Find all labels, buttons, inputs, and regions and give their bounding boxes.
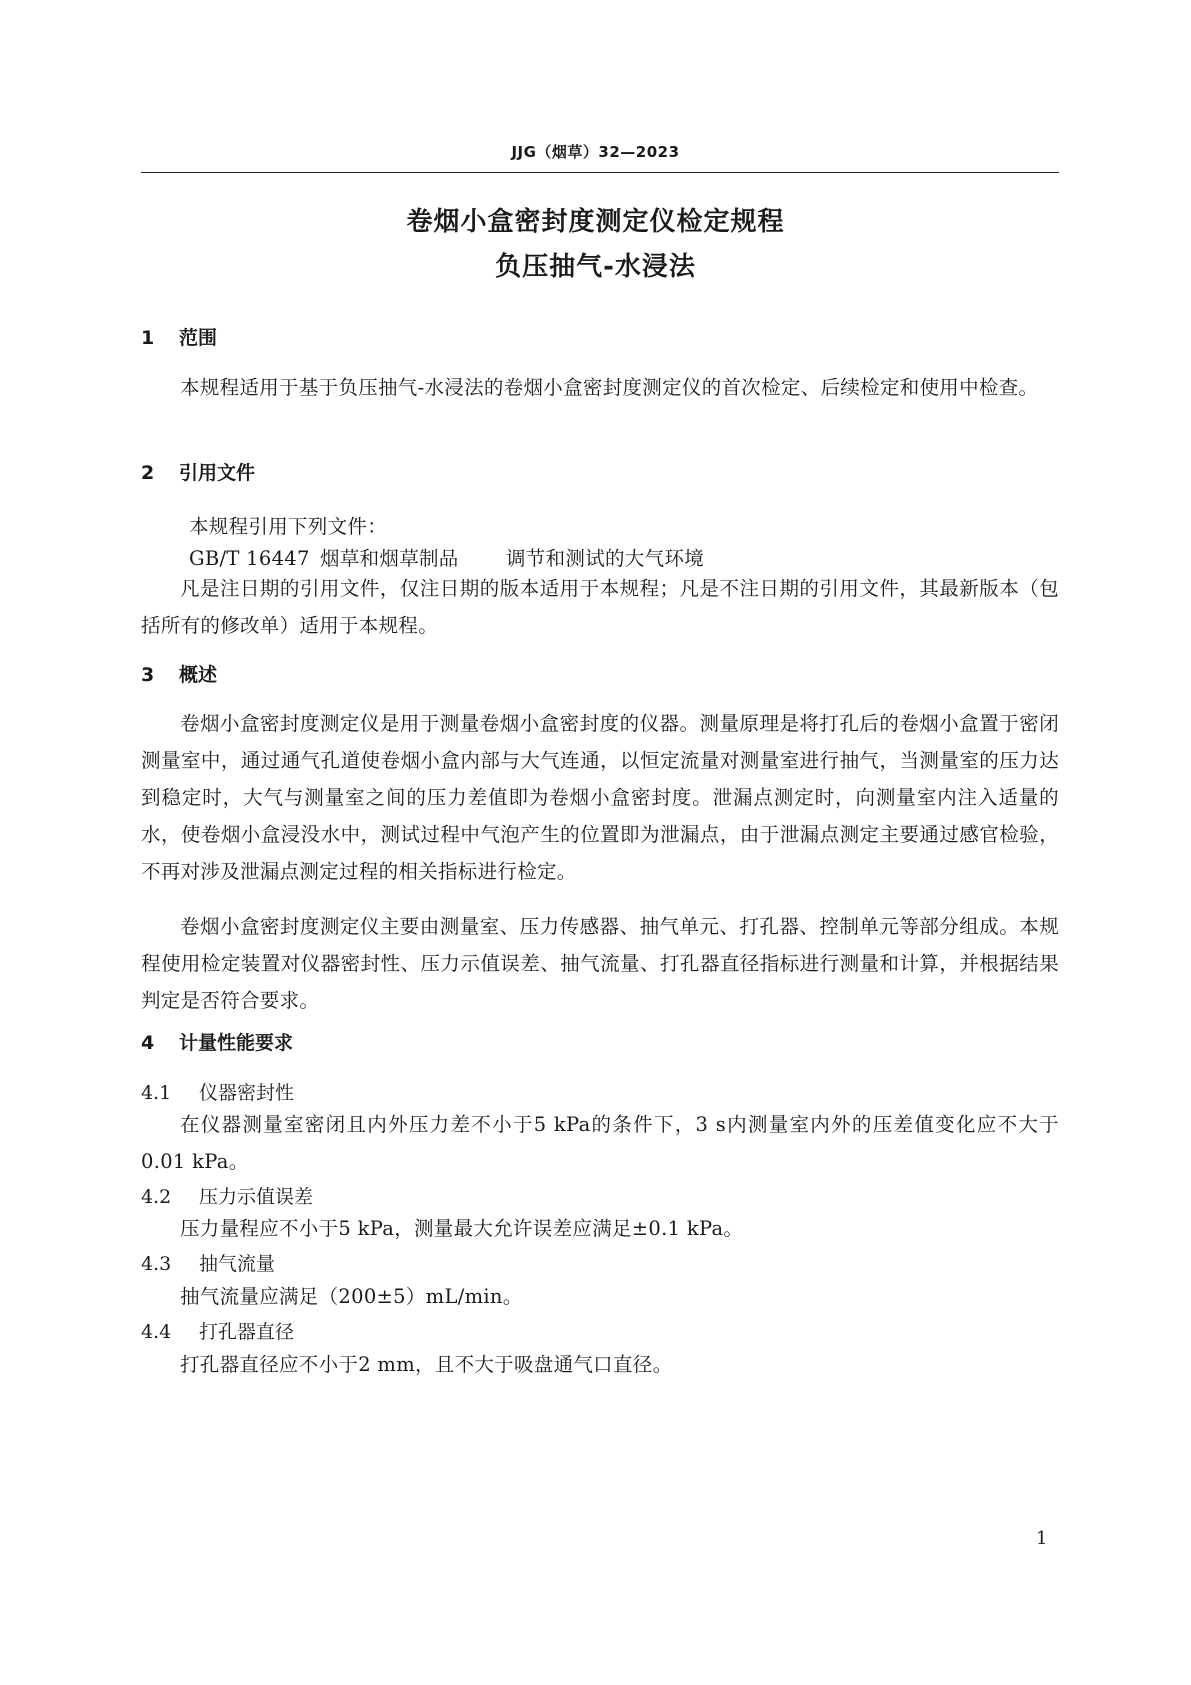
subsection-4-1-heading (141, 1078, 294, 1105)
subsection-number: 4.1 (141, 1082, 172, 1104)
subsection-4-3-text: 抽气流量应满足（200±5）mL/min。 (180, 1285, 523, 1308)
section-title: 计量性能要求 (179, 1032, 294, 1054)
subsection-title: 打孔器直径 (199, 1321, 295, 1343)
subsection-title: 仪器密封性 (199, 1082, 295, 1104)
subsection-4-2-heading (141, 1182, 313, 1209)
section-2-heading (141, 458, 255, 485)
section-2-paragraph: 凡是注日期的引用文件，仅注日期的版本适用于本规程；凡是不注日期的引用文件，其最新版本（包括所有的修改单）适用于本规程。 (141, 577, 1059, 637)
subsection-4-3-heading (141, 1249, 275, 1276)
section-title: 引用文件 (179, 462, 256, 484)
subsection-title: 压力示值误差 (199, 1186, 314, 1208)
section-4-heading (141, 1028, 293, 1055)
subsection-number: 4.4 (141, 1321, 172, 1343)
section-1-heading (141, 323, 217, 350)
reference-code: GB/T 16447 (189, 547, 310, 570)
subsection-number: 4.2 (141, 1186, 172, 1208)
page-number: 1 (1036, 1528, 1048, 1549)
section-number: 3 (141, 664, 155, 686)
section-number: 2 (141, 462, 155, 484)
subsection-title: 抽气流量 (199, 1253, 276, 1275)
document-code-header: JJG（烟草）32—2023 (511, 143, 680, 161)
subsection-4-1-text: 在仪器测量室密闭且内外压力差不小于5 kPa的条件下，3 s内测量室内外的压差值变化应不大于0.01 kPa。 (141, 1113, 1059, 1173)
section-title: 概述 (179, 664, 218, 686)
reference-title-part2: 调节和测试的大气环境 (506, 547, 705, 570)
section-3-paragraph-2: 卷烟小盒密封度测定仪主要由测量室、压力传感器、抽气单元、打孔器、控制单元等部分组成。本规程使用检定装置对仪器密封性、压力示值误差、抽气流量、打孔器直径指标进行测量和计算，并根据结果判定是否符合要求。 (141, 915, 1059, 1012)
subsection-4-4-text: 打孔器直径应不小于2 mm，且不大于吸盘通气口直径。 (180, 1353, 673, 1376)
section-number: 1 (141, 327, 155, 349)
subsection-number: 4.3 (141, 1253, 172, 1275)
section-title: 范围 (179, 327, 218, 349)
reference-title-part1: 烟草和烟草制品 (320, 547, 459, 570)
header-rule (141, 172, 1059, 173)
document-title: 卷烟小盒密封度测定仪检定规程 (406, 207, 785, 237)
section-3-heading (141, 660, 217, 687)
section-3-paragraph-1: 卷烟小盒密封度测定仪是用于测量卷烟小盒密封度的仪器。测量原理是将打孔后的卷烟小盒置于密闭测量室中，通过通气孔道使卷烟小盒内部与大气连通，以恒定流量对测量室进行抽气，当测量室的压力达到稳定时，大气与测量室之间的压力差值即为卷烟小盒密封度。泄漏点测定时，向测量室内注入适量的水，使卷烟小盒浸没水中，测试过程中气泡产生的位置即为泄漏点，由于泄漏点测定主要通过感官检验，不再对涉及泄漏点测定过程的相关指标进行检定。 (141, 712, 1059, 883)
section-number: 4 (141, 1032, 155, 1054)
reference-entry (189, 543, 704, 571)
document-subtitle: 负压抽气-水浸法 (495, 252, 696, 282)
section-1-paragraph: 本规程适用于基于负压抽气-水浸法的卷烟小盒密封度测定仪的首次检定、后续检定和使用中检查。 (180, 376, 1039, 399)
subsection-4-2-text: 压力量程应不小于5 kPa，测量最大允许误差应满足±0.1 kPa。 (180, 1217, 744, 1240)
subsection-4-4-heading (141, 1317, 294, 1344)
section-2-intro: 本规程引用下列文件： (189, 515, 388, 538)
